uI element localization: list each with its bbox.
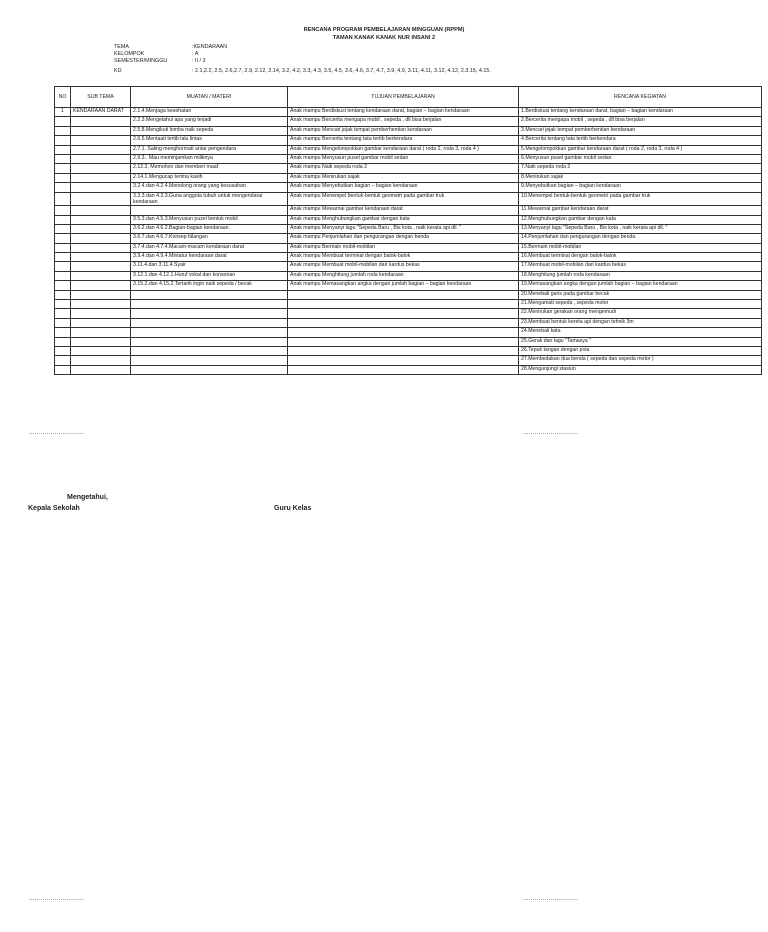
- cell-muatan: 3.12.1.dan 4.12.1.Huruf vokal dan konsonan: [131, 271, 288, 280]
- cell-muatan: 2.7.1. Saling menghormati antar pengendara: [131, 145, 288, 154]
- cell-no: [55, 136, 71, 145]
- cell-muatan: 2.5.8.Mengikuti lomba naik sepeda: [131, 126, 288, 135]
- cell-no: [55, 145, 71, 154]
- cell-sub-tema: [71, 328, 131, 337]
- cell-tujuan: Anak mampu Menyanyi lagu "Sepeda Baru , Bis kota , naik kerata api dll. ": [288, 224, 519, 233]
- cell-tujuan: Anak mampu Mencari jejak tempat pemberhentian kendaraan: [288, 126, 519, 135]
- cell-muatan: 3.2.4.dan 4.2.4.Menolong orang yang kesusahan: [131, 183, 288, 192]
- cell-tujuan: [288, 356, 519, 365]
- signature-line-guru: ............................: [523, 896, 579, 902]
- cell-muatan: [131, 206, 288, 215]
- cell-muatan: [131, 365, 288, 374]
- cell-tujuan: Anak mampu Penjumlahan dan pengurangan dengan benda: [288, 234, 519, 243]
- table-row: [55, 346, 762, 355]
- header-muatan: MUATAN / MATERI: [131, 87, 288, 108]
- cell-sub-tema: [71, 262, 131, 271]
- cell-sub-tema: [71, 224, 131, 233]
- table-row: [55, 117, 762, 126]
- kepala-sekolah-label: Kepala Sekolah: [28, 505, 80, 512]
- cell-kegiatan: 17.Membuat mobil-mobilan dari kardus bekas: [519, 262, 762, 271]
- table-row: [55, 154, 762, 163]
- cell-kegiatan: 16.Membuat terminal dengan balok-balok: [519, 253, 762, 262]
- cell-kegiatan: 26.Tepuk tangan dengan pola: [519, 346, 762, 355]
- cell-sub-tema: [71, 318, 131, 327]
- cell-sub-tema: [71, 215, 131, 224]
- table-row: [55, 262, 762, 271]
- cell-tujuan: Anak mampu Menyebutkan bagian – bagian kendaraan: [288, 183, 519, 192]
- cell-kegiatan: 19.Memasangkan angka dengan jumlah bagian – bagian kendaraan: [519, 281, 762, 290]
- cell-muatan: [131, 300, 288, 309]
- cell-kegiatan: 28.Mengunjungi stasiun: [519, 365, 762, 374]
- cell-no: [55, 183, 71, 192]
- cell-tujuan: [288, 328, 519, 337]
- table-row: [55, 318, 762, 327]
- cell-sub-tema: [71, 173, 131, 182]
- table-row: [55, 164, 762, 173]
- table-row: [55, 173, 762, 182]
- cell-no: 1: [55, 108, 71, 117]
- cell-muatan: 2.2.3.Mengetahui apa yang terjadi: [131, 117, 288, 126]
- table-row: [55, 108, 762, 117]
- cell-tujuan: [288, 365, 519, 374]
- cell-muatan: [131, 318, 288, 327]
- cell-tujuan: Anak mampu Menghubungkan gambar dengan kata: [288, 215, 519, 224]
- cell-muatan: 3.9.4.dan 4.9.4.Miniatur kendaraan darat: [131, 253, 288, 262]
- cell-tujuan: Anak mampu Menempel bentuk-bentuk geometri pada gambar truk: [288, 192, 519, 206]
- header-no: NO: [55, 87, 71, 108]
- cell-sub-tema: [71, 136, 131, 145]
- meta-value: : 2.1,2.2, 2.5, 2.6,2.7, 2.9, 2.12, 2.14, 3.2, 4.2, 3.3, 4.3, 3.5, 4.5, 3.6, 4.6, 3.7, 4.7, 3.9, 4.9, 3.11, 4.11, 3.12, 4.12, 2.3.15, 4.15.: [192, 68, 491, 74]
- cell-kegiatan: 5.Mengelompokkan gambar kendaraan darat ( roda 2, roda 3, roda 4 ): [519, 145, 762, 154]
- cell-tujuan: Anak mampu Mewarnai gambar kendaraan darat: [288, 206, 519, 215]
- cell-sub-tema: [71, 346, 131, 355]
- table-row: [55, 290, 762, 299]
- table-row: [55, 136, 762, 145]
- cell-muatan: 3.15.2.dan 4.15.2.Tertarik ingin naik sepeda / becak: [131, 281, 288, 290]
- cell-no: [55, 154, 71, 163]
- cell-muatan: [131, 346, 288, 355]
- cell-tujuan: [288, 337, 519, 346]
- cell-muatan: 2.1.4.Menjaga kesehatan: [131, 108, 288, 117]
- cell-sub-tema: [71, 234, 131, 243]
- cell-sub-tema: [71, 309, 131, 318]
- meta-label: KELOMPOK: [114, 51, 145, 57]
- cell-sub-tema: [71, 164, 131, 173]
- cell-tujuan: [288, 309, 519, 318]
- cell-tujuan: Anak mampu Berdiskusi tentang kendaraan darat, bagian – bagian kendaraan: [288, 108, 519, 117]
- header-tujuan: TUJUAN PEMBELAJARAN: [288, 87, 519, 108]
- cell-kegiatan: 6.Menyusun pusel gambar mobil sedan: [519, 154, 762, 163]
- header-kegiatan: RENCANA KEGIATAN: [519, 87, 762, 108]
- cell-sub-tema: [71, 290, 131, 299]
- cell-muatan: [131, 290, 288, 299]
- cell-no: [55, 318, 71, 327]
- cell-no: [55, 117, 71, 126]
- table-row: [55, 365, 762, 374]
- guru-kelas-label: Guru Kelas: [274, 505, 312, 512]
- cell-tujuan: Anak mampu Menghitung jumlah roda kendaraan: [288, 271, 519, 280]
- cell-sub-tema: [71, 243, 131, 252]
- cell-kegiatan: 25.Gerak dan lagu "Tamasya ": [519, 337, 762, 346]
- table-row: [55, 309, 762, 318]
- cell-tujuan: Anak mampu Naik sepeda roda 2: [288, 164, 519, 173]
- cell-tujuan: Anak mampu Menirukan sajak: [288, 173, 519, 182]
- cell-muatan: [131, 356, 288, 365]
- cell-tujuan: [288, 346, 519, 355]
- cell-kegiatan: 3.Mencari jejak tempat pemberhentian kendaraan: [519, 126, 762, 135]
- cell-tujuan: Anak mampu Bercerita tentang tata tertib berkendara: [288, 136, 519, 145]
- cell-sub-tema: [71, 271, 131, 280]
- cell-sub-tema: [71, 154, 131, 163]
- cell-no: [55, 356, 71, 365]
- cell-kegiatan: 15.Bermain mobil-mobilan: [519, 243, 762, 252]
- cell-tujuan: Anak mampu Mengelompokkan gambar kendaraan darat ( roda 2, roda 3, roda 4 ): [288, 145, 519, 154]
- meta-label: SEMESTER/MINGGU: [114, 58, 168, 64]
- signature-line-kepala: ............................: [29, 896, 85, 902]
- table-header-row: [55, 87, 762, 108]
- cell-no: [55, 164, 71, 173]
- table-row: [55, 224, 762, 233]
- header-sub-tema: SUB TEMA: [71, 87, 131, 108]
- table-row: [55, 281, 762, 290]
- cell-kegiatan: 23.Membuat bentuk kereta api dengan tehnik 3m: [519, 318, 762, 327]
- table-row: [55, 356, 762, 365]
- cell-muatan: 2.14.1.Mengucap terima kasih: [131, 173, 288, 182]
- cell-sub-tema: [71, 183, 131, 192]
- cell-no: [55, 346, 71, 355]
- cell-no: [55, 253, 71, 262]
- table-row: [55, 234, 762, 243]
- cell-sub-tema: [71, 300, 131, 309]
- cell-no: [55, 309, 71, 318]
- cell-kegiatan: 22.Menirukan gerakan orang mengemudi: [519, 309, 762, 318]
- document-title: RENCANA PROGRAM PEMBELAJARAN MINGGUAN (RPPM): [303, 27, 465, 33]
- cell-kegiatan: 2.Bercerita mengapa mobil , sepeda , dll bisa berjalan: [519, 117, 762, 126]
- cell-sub-tema: [71, 117, 131, 126]
- cell-sub-tema: [71, 206, 131, 215]
- cell-muatan: 2.9.3.. Mau meminjamkan miliknya: [131, 154, 288, 163]
- cell-muatan: 2.6.5.Mentaati tertib lalu lintas: [131, 136, 288, 145]
- cell-kegiatan: 14.Penjumlahan dan pengurangan dengan benda: [519, 234, 762, 243]
- cell-kegiatan: 11.Mewarnai gambar kendaraan darat: [519, 206, 762, 215]
- cell-kegiatan: 24.Menebali kata: [519, 328, 762, 337]
- cell-kegiatan: 18.Menghitung jumlah roda kendaraan: [519, 271, 762, 280]
- cell-no: [55, 290, 71, 299]
- cell-no: [55, 215, 71, 224]
- cell-muatan: [131, 337, 288, 346]
- cell-tujuan: Anak mampu Memasangkan angka dengan jumlah bagian – bagian kendaraan: [288, 281, 519, 290]
- table-row: [55, 243, 762, 252]
- cell-tujuan: [288, 290, 519, 299]
- table-row: [55, 271, 762, 280]
- cell-tujuan: Anak mampu Membuat mobil-mobilan dari kardus bekas: [288, 262, 519, 271]
- cell-tujuan: Anak mampu Menyusun pusel gambar mobil sedan: [288, 154, 519, 163]
- cell-kegiatan: 4.Bercerita tentang tata tertib berkendara: [519, 136, 762, 145]
- cell-sub-tema: [71, 145, 131, 154]
- cell-no: [55, 262, 71, 271]
- cell-no: [55, 234, 71, 243]
- cell-muatan: 3.7.4.dan 4.7.4.Macam-macam kendaraan darat: [131, 243, 288, 252]
- table-row: [55, 253, 762, 262]
- cell-no: [55, 224, 71, 233]
- cell-kegiatan: 13.Menyanyi lagu "Sepeda Baru , Bis kota , naik kerata api dll. ": [519, 224, 762, 233]
- table-row: [55, 183, 762, 192]
- cell-muatan: 3.6.7.dan 4.6.7.Konsep bilangan: [131, 234, 288, 243]
- cell-kegiatan: 8.Menirukan sajak: [519, 173, 762, 182]
- cell-no: [55, 173, 71, 182]
- school-name: TAMAN KANAK KANAK NUR INSANI 2: [332, 35, 436, 41]
- meta-value: : II / 3: [192, 58, 206, 64]
- cell-sub-tema: [71, 337, 131, 346]
- rppm-table: [54, 86, 762, 375]
- cell-tujuan: Anak mampu Membuat terminal dengan balok-balok: [288, 253, 519, 262]
- cell-muatan: [131, 309, 288, 318]
- table-row: [55, 126, 762, 135]
- table-row: [55, 192, 762, 206]
- cell-sub-tema: [71, 192, 131, 206]
- table-row: [55, 300, 762, 309]
- meta-value: : A: [192, 51, 199, 57]
- cell-sub-tema: [71, 253, 131, 262]
- cell-no: [55, 271, 71, 280]
- cell-kegiatan: 27.Membedakan dua benda ( sepeda dan sepeda motor ): [519, 356, 762, 365]
- cell-sub-tema: [71, 281, 131, 290]
- cell-no: [55, 300, 71, 309]
- cell-no: [55, 365, 71, 374]
- cell-no: [55, 281, 71, 290]
- cell-tujuan: Anak mampu Bermain mobil-mobilan: [288, 243, 519, 252]
- cell-no: [55, 126, 71, 135]
- cell-muatan: 3.5.3.dan 4.5.3.Menyusun puzel bentuk mobil: [131, 215, 288, 224]
- cell-kegiatan: 21.Mengamati sepeda , sepeda motor: [519, 300, 762, 309]
- meta-value: :KENDARAAN: [192, 44, 228, 50]
- cell-sub-tema: [71, 126, 131, 135]
- cell-kegiatan: 12.Menghubungkan gambar dengan kata: [519, 215, 762, 224]
- cell-muatan: 3.3.3.dan 4.3.3.Guna anggota tubuh untuk mengendarai kendaraan: [131, 192, 288, 206]
- cell-no: [55, 337, 71, 346]
- meta-label: KD: [114, 68, 122, 74]
- cell-no: [55, 243, 71, 252]
- cell-no: [55, 328, 71, 337]
- table-row: [55, 215, 762, 224]
- cell-tujuan: [288, 318, 519, 327]
- cell-tujuan: [288, 300, 519, 309]
- cell-no: [55, 206, 71, 215]
- mengetahui-label: Mengetahui,: [67, 494, 108, 501]
- meta-label: TEMA: [114, 44, 129, 50]
- cell-no: [55, 192, 71, 206]
- cell-sub-tema: [71, 365, 131, 374]
- table-row: [55, 145, 762, 154]
- cell-kegiatan: 10.Menempel bentuk-bentuk geometri pada gambar truk: [519, 192, 762, 206]
- cell-kegiatan: 9.Menyebutkan bagian – bagian kendaraan: [519, 183, 762, 192]
- cell-kegiatan: 20.Menebali garis pada gambar becak: [519, 290, 762, 299]
- date-dots-left: ............................: [29, 430, 85, 436]
- cell-sub-tema: KENDARAAN DARAT: [71, 108, 131, 117]
- cell-muatan: 3.6.2.dan 4.6.2.Bagian-bagian kendaraan.: [131, 224, 288, 233]
- cell-muatan: [131, 328, 288, 337]
- cell-sub-tema: [71, 356, 131, 365]
- cell-muatan: 3.11.4.dan 3.11.4.Syair: [131, 262, 288, 271]
- cell-muatan: 2.12.2. Memohon dan memberi maaf: [131, 164, 288, 173]
- table-row: [55, 328, 762, 337]
- table-row: [55, 206, 762, 215]
- date-dots-right: ............................: [523, 430, 579, 436]
- cell-kegiatan: 1.Berdiskusi tentang kendaraan darat, bagian – bagian kendaraan: [519, 108, 762, 117]
- table-row: [55, 337, 762, 346]
- cell-kegiatan: 7.Naik sepeda roda 2: [519, 164, 762, 173]
- cell-tujuan: Anak mampu Bercerita mengapa mobil , sepeda , dll bisa berjalan: [288, 117, 519, 126]
